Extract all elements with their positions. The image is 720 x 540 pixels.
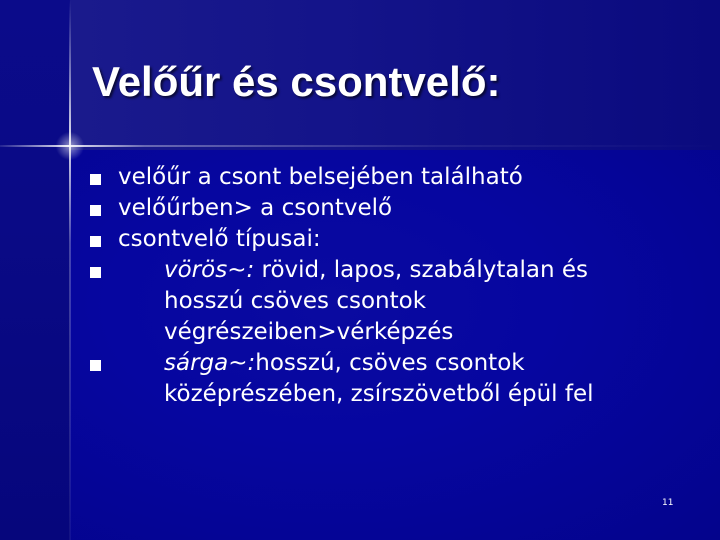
red-marrow-term: vörös~: [164, 257, 255, 283]
bullet-item [88, 162, 698, 193]
red-marrow-line-3: végrészeiben>vérképzés [164, 319, 454, 345]
red-marrow-line-1: rövid, lapos, szabálytalan és [254, 257, 588, 283]
slide-page-number: 11 [662, 498, 674, 508]
bullet-item [88, 224, 698, 255]
yellow-marrow-line-2: középrészében, zsírszövetből épül fel [164, 381, 594, 407]
red-marrow-line-2: hosszú csöves csontok [164, 288, 427, 314]
square-bullet-icon [90, 267, 101, 278]
bullet-text: velőűr a csont belsejében található [118, 164, 523, 190]
decorative-horizontal-line [0, 145, 720, 147]
square-bullet-icon [90, 236, 101, 247]
red-marrow-description [118, 255, 698, 348]
slide-title: Velőűr és csontvelő: [92, 58, 501, 105]
background-left-band [0, 0, 70, 540]
square-bullet-icon [90, 174, 101, 185]
bullet-item [88, 193, 698, 224]
bullet-item-yellow-marrow [88, 348, 698, 410]
bullet-text: csontvelő típusai: [118, 226, 321, 252]
yellow-marrow-description [118, 348, 698, 410]
decorative-sparkle-glow [54, 131, 86, 161]
square-bullet-icon [90, 360, 101, 371]
decorative-vertical-line [69, 0, 71, 540]
yellow-marrow-term: sárga~: [164, 350, 256, 376]
bullet-item-red-marrow [88, 255, 698, 348]
bullet-text: velőűrben> a csontvelő [118, 195, 393, 221]
square-bullet-icon [90, 205, 101, 216]
yellow-marrow-line-1: hosszú, csöves csontok [255, 350, 525, 376]
bullet-list [88, 162, 698, 410]
